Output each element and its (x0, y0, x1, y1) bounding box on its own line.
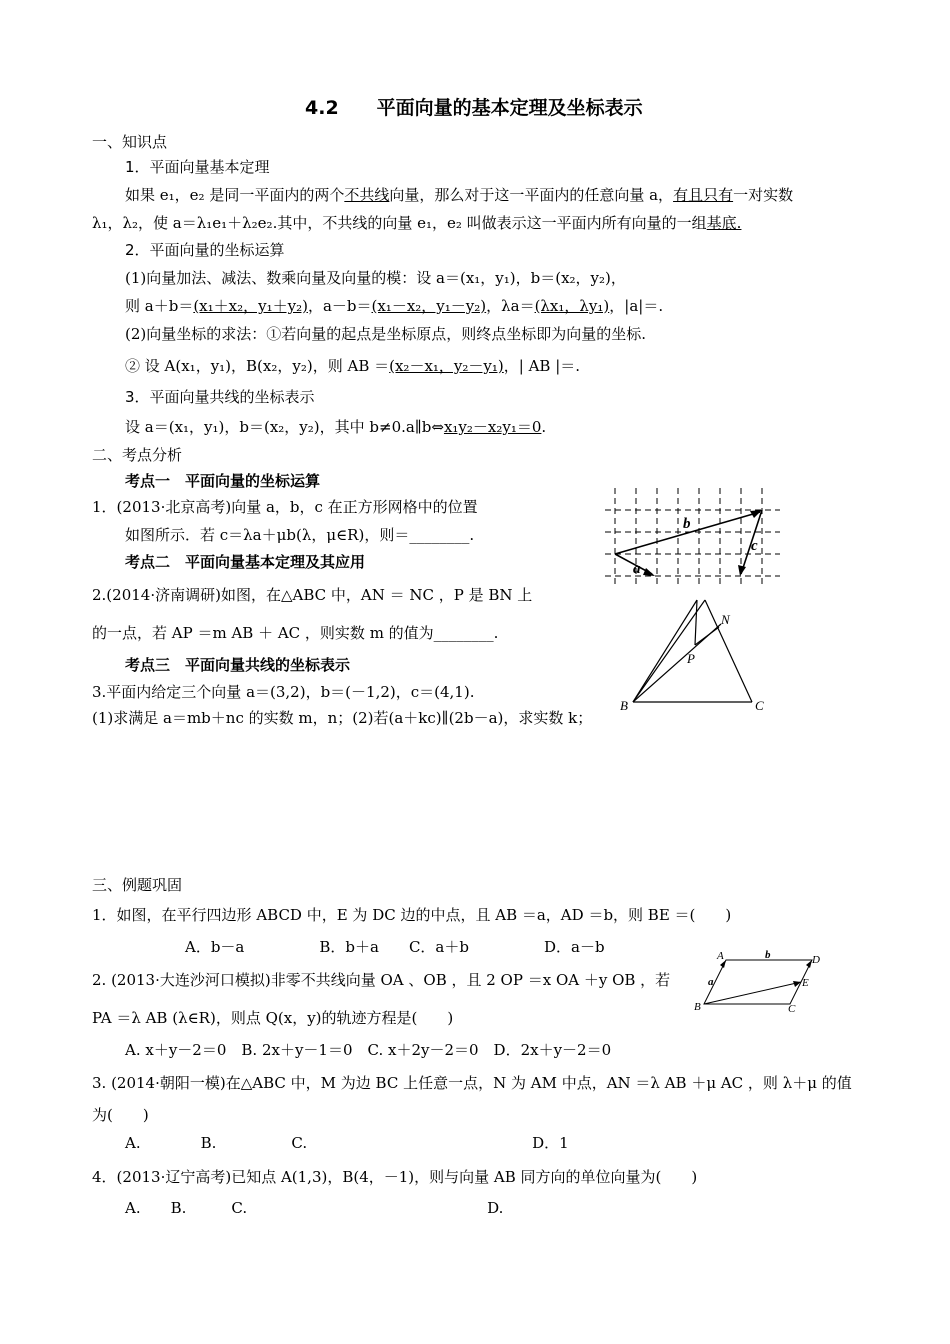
vector-label-a: a (633, 561, 641, 577)
parallelogram-figure (690, 948, 830, 1018)
subheading-3: 3．平面向量共线的坐标表示 (125, 388, 315, 406)
topic-heading-2: 考点二 平面向量基本定理及其应用 (125, 553, 366, 571)
question-line: 3.平面内给定三个向量 a＝(3,2)，b＝(－1,2)，c＝(4,1). (92, 683, 475, 701)
point-label-C: C (788, 1003, 796, 1015)
paragraph-line: 设 a＝(x₁，y₁)，b＝(x₂，y₂)，其中 b≠0.a∥b⇔x₁y₂－x₂y₁＝0. (125, 418, 547, 436)
page-title: 4.2 平面向量的基本定理及坐标表示 (305, 97, 643, 119)
vector-label-b: b (765, 949, 771, 961)
point-label-B: B (620, 698, 628, 713)
subheading-1: 1．平面向量基本定理 (125, 158, 270, 176)
paragraph-line: (2)向量坐标的求法：①若向量的起点是坐标原点，则终点坐标即为向量的坐标. (125, 325, 647, 343)
example-line: 为( ) (92, 1106, 149, 1124)
question-line: 2.(2014·济南调研)如图，在△ABC 中，AN ＝ NC ，P 是 BN 上 (92, 586, 533, 604)
topic-heading-1: 考点一 平面向量的坐标运算 (125, 472, 321, 490)
point-label-A: A (717, 950, 724, 962)
section-heading-2: 二、考点分析 (92, 446, 183, 464)
triangle-figure (615, 595, 770, 720)
section-heading-1: 一、知识点 (92, 133, 168, 151)
point-label-C: C (755, 698, 764, 713)
example-line: 4．(2013·辽宁高考)已知点 A(1,3)，B(4，－1)，则与向量 AB 同方向的单位向量为( ) (92, 1168, 698, 1186)
question-line: (1)求满足 a＝mb＋nc 的实数 m，n；(2)若(a＋kc)∥(2b－a)，求实数 k； (92, 709, 593, 727)
paragraph-line: ② 设 A(x₁，y₁)，B(x₂，y₂)，则 AB ＝(x₂－x₁，y₂－y₁)，| AB |＝. (125, 357, 581, 375)
section-heading-3: 三、例题巩固 (92, 876, 183, 894)
paragraph-line: λ₁，λ₂，使 a＝λ₁e₁＋λ₂e₂.其中，不共线的向量 e₁，e₂ 叫做表示这一平面内所有向量的一组基底. (92, 214, 742, 232)
question-line: 1．(2013·北京高考)向量 a，b，c 在正方形网格中的位置 (92, 498, 478, 516)
paragraph-line: (1)向量加法、减法、数乘向量及向量的模：设 a＝(x₁，y₁)，b＝(x₂，y₂)， (125, 269, 626, 287)
point-label-B: B (694, 1001, 701, 1013)
question-line: 如图所示．若 c＝λa＋μb(λ，μ∈R)，则＝________. (125, 526, 475, 544)
vector-label-b: b (683, 516, 691, 532)
point-label-P: P (687, 651, 695, 666)
example-line: 3. (2014·朝阳一模)在△ABC 中，M 为边 BC 上任意一点，N 为 AM 中点，AN ＝λ AB ＋μ AC ，则 λ＋μ 的值 (92, 1074, 852, 1092)
paragraph-line: 则 a＋b＝(x₁＋x₂，y₁＋y₂)，a－b＝(x₁－x₂，y₁－y₂)，λa＝(λx₁，λy₁)，|a|＝. (125, 297, 664, 315)
point-label-N: N (721, 612, 730, 627)
vector-label-a: a (708, 976, 714, 988)
topic-heading-3: 考点三 平面向量共线的坐标表示 (125, 656, 351, 674)
question-line: 的一点，若 AP ＝m AB ＋ AC ，则实数 m 的值为________. (92, 624, 499, 642)
example-options: A．b－a B．b＋a C．a＋b D．a－b (185, 938, 605, 956)
point-label-D: D (812, 954, 820, 966)
example-options: A. B. C. D．1 (125, 1134, 569, 1152)
example-line: 1．如图，在平行四边形 ABCD 中，E 为 DC 边的中点，且 AB ＝a，AD ＝b，则 BE ＝( ) (92, 906, 732, 924)
vector-label-c: c (751, 538, 758, 554)
point-label-E: E (802, 977, 809, 989)
paragraph-line: 如果 e₁，e₂ 是同一平面内的两个不共线向量，那么对于这一平面内的任意向量 a，有且只有一对实数 (125, 186, 794, 204)
grid-vector-figure (605, 488, 780, 588)
example-options: A. x＋y－2＝0 B. 2x＋y－1＝0 C. x＋2y－2＝0 D．2x＋y－2＝0 (125, 1041, 612, 1059)
subheading-2: 2．平面向量的坐标运算 (125, 241, 285, 259)
example-line: 2. (2013·大连沙河口模拟)非零不共线向量 OA 、OB ，且 2 OP ＝x OA ＋y OB ，若 (92, 971, 671, 989)
example-line: PA ＝λ AB (λ∈R)，则点 Q(x，y)的轨迹方程是( ) (92, 1009, 454, 1027)
example-options: A. B. C. D. (125, 1199, 504, 1217)
